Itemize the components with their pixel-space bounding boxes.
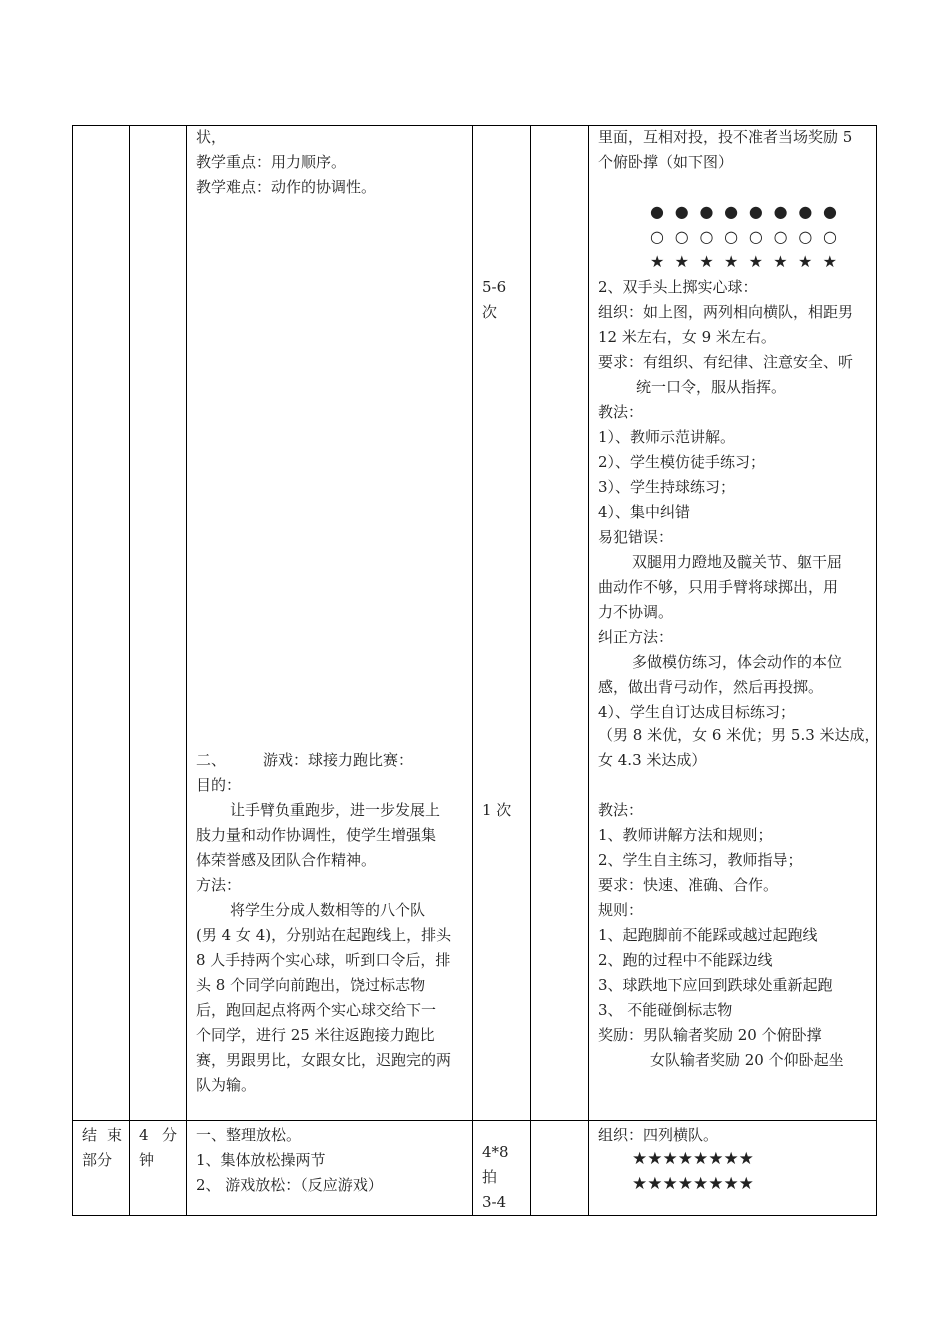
org-line: 2）、学生模仿徒手练习； <box>598 453 766 471</box>
org-line: 女 4.3 米达成） <box>598 751 707 769</box>
org-line: 双腿用力蹬地及髋关节、躯干屈 <box>632 553 843 571</box>
org-line: 4）、集中纠错 <box>598 503 691 521</box>
purpose-label: 目的： <box>196 776 242 794</box>
org-line: 易犯错误： <box>598 528 674 546</box>
star-icon: ★ <box>674 252 689 271</box>
org-line: 1）、教师示范讲解。 <box>598 428 736 446</box>
org-line: 教法： <box>598 801 644 819</box>
org-line: 奖励：男队输者奖励 20 个俯卧撑 <box>598 1026 822 1044</box>
filled-circle-icon: ● <box>650 202 664 221</box>
end-count: 3-4 <box>482 1193 507 1211</box>
col-border-0 <box>72 125 73 1216</box>
purpose-line: 让手臂负重跑步，进一步发展上 <box>230 801 441 819</box>
org-line: 12 米左右，女 9 米左右。 <box>598 328 776 346</box>
game-index: 二、 <box>196 751 227 769</box>
filled-circle-icon: ● <box>748 202 763 221</box>
end-count: 4*8 <box>482 1143 509 1161</box>
star-icon: ★ <box>748 252 763 271</box>
part-label: 部分 <box>82 1151 113 1169</box>
method-line: 队为输。 <box>196 1076 257 1094</box>
hollow-circle-icon: ○ <box>650 227 664 246</box>
filled-circle-icon: ● <box>699 202 714 221</box>
org-line: 纠正方法： <box>598 628 674 646</box>
org-line: 规则： <box>598 901 644 919</box>
method-line: 赛，男跟男比，女跟女比，迟跑完的两 <box>196 1051 452 1069</box>
org-line: 2、跑的过程中不能踩边线 <box>598 951 773 969</box>
org-line: 里面，互相对投，投不准者当场奖励 5 <box>598 128 853 146</box>
col-border-1 <box>129 125 130 1216</box>
col-border-3 <box>472 125 473 1216</box>
game-title: 游戏：球接力跑比赛： <box>263 751 414 769</box>
filled-circle-icon: ● <box>724 202 739 221</box>
time-unit: 分 <box>162 1126 178 1144</box>
org-line: 感，做出背弓动作，然后再投掷。 <box>598 678 824 696</box>
filled-circle-icon: ● <box>773 202 788 221</box>
content-line: 状， <box>196 128 227 146</box>
org-line: 4）、学生自订达成目标练习； <box>598 703 796 721</box>
col-border-4 <box>530 125 531 1216</box>
org-line: 统一口令，服从指挥。 <box>636 378 787 396</box>
org-line: 3）、学生持球练习； <box>598 478 736 496</box>
difficult-point: 教学难点：动作的协调性。 <box>196 178 377 196</box>
star-icon: ★ <box>650 252 665 271</box>
org-line: 2、双手头上掷实心球： <box>598 278 758 296</box>
star-icon: ★ <box>723 252 739 271</box>
hollow-circle-icon: ○ <box>773 227 788 246</box>
org-line: 1、教师讲解方法和规则； <box>598 826 773 844</box>
org-line: 3、 不能碰倒标志物 <box>598 1001 733 1019</box>
org-line: 3、球跌地下应回到跌球处重新起跑 <box>598 976 833 994</box>
end-content-line: 一、整理放松。 <box>196 1126 302 1144</box>
formation-stars-row: ★★★★★★★★ <box>632 1149 754 1169</box>
method-line: (男 4 女 4)，分别站在起跑线上，排头 <box>196 926 452 944</box>
formation-stars-row: ★★★★★★★★ <box>632 1174 754 1194</box>
hollow-circle-icon: ○ <box>699 227 714 246</box>
end-org: 组织：四列横队。 <box>598 1126 719 1144</box>
org-line: 力不协调。 <box>598 603 674 621</box>
org-line: 女队输者奖励 20 个仰卧起坐 <box>650 1051 844 1069</box>
method-line: 头 8 个同学向前跑出，饶过标志物 <box>196 976 426 994</box>
star-icon: ★ <box>773 252 788 271</box>
filled-circle-icon: ● <box>798 202 813 221</box>
org-line: 要求：快速、准确、合作。 <box>598 876 779 894</box>
end-count: 拍 <box>482 1168 498 1186</box>
star-icon: ★ <box>699 252 714 271</box>
formation-row-filled <box>650 201 837 223</box>
end-content-line: 1、集体放松操两节 <box>196 1151 326 1169</box>
hollow-circle-icon: ○ <box>748 227 763 246</box>
count-unit: 次 <box>482 303 498 321</box>
part-label: 结 <box>82 1126 98 1144</box>
star-icon: ★ <box>822 252 837 271</box>
count-value: 5-6 <box>482 278 507 296</box>
formation-row-hollow <box>650 226 837 248</box>
method-line: 个同学，进行 25 米往返跑接力跑比 <box>196 1026 435 1044</box>
method-line: 将学生分成人数相等的八个队 <box>230 901 426 919</box>
time-unit: 钟 <box>139 1151 155 1169</box>
org-line: 1、起跑脚前不能踩或越过起跑线 <box>598 926 818 944</box>
filled-circle-icon: ● <box>674 202 689 221</box>
method-line: 后，跑回起点将两个实心球交给下一 <box>196 1001 437 1019</box>
purpose-line: 体荣誉感及团队合作精神。 <box>196 851 377 869</box>
end-content-line: 2、 游戏放松：（反应游戏） <box>196 1176 383 1194</box>
row-divider <box>72 1120 877 1121</box>
table-bottom-border <box>72 1215 877 1216</box>
org-line: 曲动作不够，只用手臂将球掷出，用 <box>598 578 839 596</box>
org-line: 个俯卧撑（如下图） <box>598 153 734 171</box>
hollow-circle-icon: ○ <box>823 227 837 246</box>
hollow-circle-icon: ○ <box>724 227 739 246</box>
filled-circle-icon: ● <box>823 202 837 221</box>
formation-row-stars <box>650 251 837 273</box>
org-line: 组织：如上图，两列相向横队，相距男 <box>598 303 854 321</box>
hollow-circle-icon: ○ <box>798 227 813 246</box>
star-icon: ★ <box>797 252 813 271</box>
org-line: 要求：有组织、有纪律、注意安全、听 <box>598 353 854 371</box>
org-line: 教法： <box>598 403 644 421</box>
hollow-circle-icon: ○ <box>674 227 689 246</box>
purpose-line: 肢力量和动作协调性，使学生增强集 <box>196 826 437 844</box>
col-border-6 <box>876 125 877 1216</box>
col-border-2 <box>186 125 187 1216</box>
method-label: 方法： <box>196 876 242 894</box>
org-line: 2、学生自主练习，教师指导； <box>598 851 803 869</box>
count-value: 1 次 <box>482 801 512 819</box>
key-point: 教学重点：用力顺序。 <box>196 153 347 171</box>
part-label: 束 <box>107 1126 123 1144</box>
org-line: 多做模仿练习，体会动作的本位 <box>632 653 843 671</box>
org-line: （男 8 米优，女 6 米优；男 5.3 米达成， <box>598 726 880 744</box>
method-line: 8 人手持两个实心球，听到口令后，排 <box>196 951 451 969</box>
time-value: 4 <box>139 1126 149 1144</box>
col-border-5 <box>588 125 589 1216</box>
